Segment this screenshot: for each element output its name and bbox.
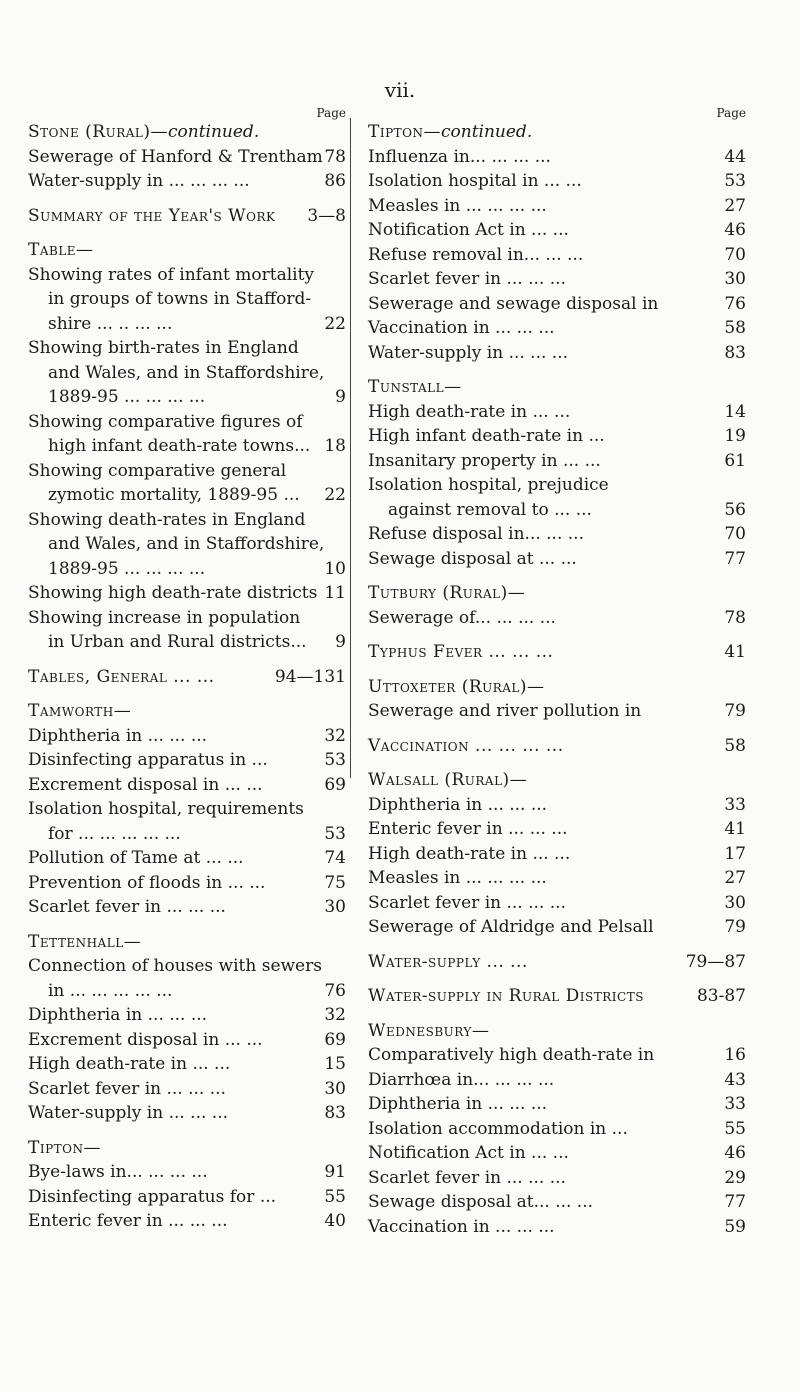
page-ref: 3—8 (307, 205, 346, 226)
page-ref: 43 (724, 1069, 746, 1090)
entry-text: Tipton— (368, 122, 441, 142)
index-heading (368, 984, 746, 1009)
page-ref: 30 (724, 269, 746, 289)
entry-text: Enteric fever in ... ... ... (28, 1211, 228, 1231)
index-entry (368, 243, 746, 268)
page-ref: 83 (724, 342, 746, 363)
page-ref: 16 (724, 1045, 746, 1065)
entry-text: Showing comparative figures of (28, 411, 303, 432)
entry-text: Disinfecting apparatus in ... (28, 750, 268, 770)
index-heading (28, 238, 346, 263)
index-entry (368, 267, 746, 292)
index-entry (28, 954, 346, 979)
entry-text: Scarlet fever in ... ... ... (368, 892, 566, 913)
entry-text: Enteric fever in ... ... ... (368, 819, 568, 839)
page-ref: 9 (335, 387, 346, 407)
index-heading (368, 734, 746, 759)
index-entry (368, 1166, 746, 1191)
index-entry (368, 194, 746, 219)
page-ref: 55 (724, 1118, 746, 1139)
index-entry (28, 1185, 346, 1210)
entry-text: and Wales, and in Staffordshire, (48, 534, 325, 554)
entry-text: Showing comparative general (28, 460, 287, 481)
entry-text: Tipton— (28, 1137, 101, 1158)
entry-text: Isolation hospital, requirements (28, 799, 304, 819)
index-heading (368, 120, 746, 145)
index-heading (368, 675, 746, 700)
entry-text: in ... ... ... ... ... (48, 980, 173, 1001)
index-heading (368, 640, 746, 665)
page-ref: 94—131 (274, 666, 346, 687)
entry-text: Showing birth-rates in England (28, 338, 299, 358)
page-ref: 29 (724, 1167, 746, 1188)
index-entry (28, 361, 346, 386)
entry-text: zymotic mortality, 1889-95 ... (48, 485, 300, 505)
entry-text: Comparatively high death-rate in (368, 1045, 655, 1065)
entry-text: Disinfecting apparatus for ... (28, 1186, 277, 1207)
entry-text: Water-supply ... ... (368, 951, 528, 972)
index-entry (28, 169, 346, 194)
entry-text: Bye-laws in... ... ... ... (28, 1162, 208, 1182)
page-ref: 58 (724, 318, 746, 338)
index-entry (368, 449, 746, 474)
page-ref: 83 (324, 1103, 346, 1123)
index-entry (28, 312, 346, 337)
index-entry (28, 434, 346, 459)
index-entry (368, 218, 746, 243)
index-entry (28, 748, 346, 773)
entry-text: Water-supply in ... ... ... (368, 342, 569, 363)
entry-text: Water-supply in ... ... ... ... (28, 171, 250, 191)
index-entry (28, 410, 346, 435)
entry-text: Tables, General ... ... (28, 666, 215, 687)
page-ref: 40 (324, 1211, 346, 1231)
entry-text: in Urban and Rural districts... (48, 632, 307, 652)
index-entry (28, 871, 346, 896)
page-ref: 58 (724, 735, 746, 756)
entry-text: Tunstall— (368, 377, 462, 397)
index-entry (28, 1209, 346, 1234)
entry-text: Water-supply in ... ... ... (28, 1103, 229, 1123)
page-ref: 11 (324, 583, 346, 603)
entry-text: Scarlet fever in ... ... ... (28, 1078, 226, 1099)
page-ref: 17 (724, 843, 746, 864)
continued-label: continued. (441, 122, 533, 142)
entry-text: for ... ... ... ... ... (48, 823, 181, 844)
entry-text: Diarrhœa in... ... ... ... (368, 1069, 555, 1090)
page-ref: 46 (724, 1143, 746, 1163)
index-entry (368, 341, 746, 366)
entry-text: Measles in ... ... ... ... (368, 868, 547, 888)
entry-text: Stone (Rural)— (28, 122, 168, 142)
page-ref: 91 (324, 1162, 346, 1182)
page-ref: 79 (724, 917, 746, 937)
page-ref: 53 (324, 750, 346, 770)
page-ref: 69 (324, 774, 346, 795)
page-ref: 33 (724, 1094, 746, 1114)
page-ref: 56 (724, 499, 746, 520)
page-column-label: Page (716, 106, 746, 120)
entry-text: Wednesbury— (368, 1020, 490, 1041)
entry-text: high infant death-rate towns... (48, 436, 311, 456)
page-ref: 22 (324, 313, 346, 334)
entry-text: High death-rate in ... ... (28, 1054, 231, 1074)
index-entry (368, 915, 746, 940)
index-entry (368, 145, 746, 170)
index-entry (28, 385, 346, 410)
entry-text: Vaccination in ... ... ... (368, 1216, 555, 1237)
entry-text: Showing rates of infant mortality (28, 264, 315, 285)
index-heading (368, 950, 746, 975)
entry-text: Refuse removal in... ... ... (368, 244, 584, 265)
index-entry (368, 817, 746, 842)
index-entry (28, 822, 346, 847)
page-ref: 76 (724, 293, 746, 314)
index-heading (28, 665, 346, 690)
page-ref: 79 (724, 701, 746, 721)
entry-text: Notification Act in ... ... (368, 1143, 569, 1163)
page-ref: 30 (724, 892, 746, 913)
index-entry (28, 895, 346, 920)
page-ref: 61 (724, 450, 746, 471)
entry-text: Notification Act in ... ... (368, 220, 569, 240)
entry-text: Diphtheria in ... ... ... (368, 1094, 548, 1114)
page-ref: 27 (724, 868, 746, 888)
index-entry (28, 1028, 346, 1053)
entry-text: Sewage disposal at ... ... (368, 548, 577, 569)
entry-text: Tettenhall— (28, 931, 142, 952)
entry-text: Walsall (Rural)— (368, 770, 528, 790)
entry-text: High death-rate in ... ... (368, 843, 571, 864)
index-entry (368, 400, 746, 425)
index-entry (368, 1043, 746, 1068)
index-entry (28, 724, 346, 749)
entry-text: Measles in ... ... ... ... (368, 195, 547, 216)
column-divider (350, 118, 351, 778)
index-entry (368, 424, 746, 449)
index-entry (368, 316, 746, 341)
index-entry (368, 793, 746, 818)
index-entry (368, 699, 746, 724)
index-entry (368, 866, 746, 891)
index-entry (368, 1190, 746, 1215)
index-heading (368, 768, 746, 793)
index-entry (368, 606, 746, 631)
index-heading (28, 1136, 346, 1161)
entry-text: Isolation accommodation in ... (368, 1118, 628, 1139)
page-ref: 30 (324, 1078, 346, 1099)
index-entry (28, 508, 346, 533)
entry-text: Influenza in... ... ... ... (368, 146, 551, 167)
index-entry (368, 1092, 746, 1117)
page-ref: 75 (324, 872, 346, 893)
entry-text: Isolation hospital, prejudice (368, 475, 609, 495)
index-heading (368, 375, 746, 400)
entry-text: Sewerage and river pollution in (368, 701, 642, 721)
index-heading (368, 581, 746, 606)
page-ref: 70 (724, 244, 746, 265)
page-ref: 15 (324, 1054, 346, 1074)
index-entry (368, 891, 746, 916)
index-entry (368, 498, 746, 523)
entry-text: Prevention of floods in ... ... (28, 872, 266, 893)
entry-text: 1889-95 ... ... ... ... (48, 387, 206, 407)
page-ref: 86 (324, 171, 346, 191)
index-entry (368, 169, 746, 194)
index-entry (28, 581, 346, 606)
page-ref: 79—87 (685, 951, 746, 972)
entry-text: in groups of towns in Stafford- (48, 289, 312, 309)
index-entry (28, 773, 346, 798)
page-ref: 19 (724, 426, 746, 446)
entry-text: Refuse disposal in... ... ... (368, 524, 584, 544)
page-ref: 77 (724, 1192, 746, 1212)
page-ref: 41 (724, 819, 746, 839)
entry-text: Showing death-rates in England (28, 509, 306, 530)
entry-text: shire ... .. ... ... (48, 313, 173, 334)
entry-text: Scarlet fever in ... ... ... (28, 897, 226, 917)
entry-text: Sewerage of... ... ... ... (368, 607, 556, 628)
page-ref: 69 (324, 1029, 346, 1050)
entry-text: Diphtheria in ... ... ... (28, 1005, 208, 1025)
page-ref: 27 (724, 195, 746, 216)
entry-text: Typhus Fever ... ... ... (368, 642, 554, 662)
page-ref: 53 (724, 171, 746, 191)
entry-text: Scarlet fever in ... ... ... (368, 269, 566, 289)
entry-text: High death-rate in ... ... (368, 401, 571, 422)
index-entry (28, 557, 346, 582)
index-heading (28, 699, 346, 724)
index-entry (28, 979, 346, 1004)
entry-text: Pollution of Tame at ... ... (28, 848, 244, 868)
index-heading (28, 120, 346, 145)
entry-text: Sewerage of Hanford & Trentham (28, 146, 323, 167)
page-ref: 83-87 (696, 986, 746, 1006)
index-entry (368, 522, 746, 547)
entry-text: High infant death-rate in ... (368, 426, 605, 446)
index-entry (28, 336, 346, 361)
index-entry (368, 842, 746, 867)
page-ref: 78 (724, 607, 746, 628)
entry-text: against removal to ... ... (388, 499, 592, 520)
page-ref: 32 (324, 1005, 346, 1025)
entry-text: Excrement disposal in ... ... (28, 774, 263, 795)
index-entry (28, 1077, 346, 1102)
page-column-label: Page (316, 106, 346, 120)
entry-text: Vaccination ... ... ... ... (368, 735, 564, 756)
page-ref: 30 (324, 897, 346, 917)
index-entry (28, 1003, 346, 1028)
index-entry (368, 292, 746, 317)
entry-text: Tamworth— (28, 701, 132, 721)
entry-text: and Wales, and in Staffordshire, (48, 362, 325, 383)
entry-text: 1889-95 ... ... ... ... (48, 558, 206, 579)
index-entry (28, 630, 346, 655)
entry-text: Isolation hospital in ... ... (368, 171, 582, 191)
index-entry (368, 1141, 746, 1166)
index-heading (28, 930, 346, 955)
page-ref: 18 (324, 436, 346, 456)
page-ref: 32 (324, 725, 346, 746)
index-entry (28, 606, 346, 631)
page-ref: 74 (324, 848, 346, 868)
index-entry (28, 1101, 346, 1126)
entry-text: Insanitary property in ... ... (368, 450, 601, 471)
index-entry (28, 287, 346, 312)
index-column-right (368, 106, 746, 1239)
page-ref: 78 (324, 146, 346, 167)
entry-text: Tutbury (Rural)— (368, 583, 526, 603)
index-entry (368, 1215, 746, 1240)
entry-text: Excrement disposal in ... ... (28, 1029, 263, 1050)
page-ref: 33 (724, 794, 746, 815)
index-entry (368, 473, 746, 498)
index-entry (28, 532, 346, 557)
page-ref: 22 (324, 485, 346, 505)
entry-text: Water-supply in Rural Districts (368, 986, 644, 1006)
page-ref: 53 (324, 823, 346, 844)
index-entry (28, 459, 346, 484)
entry-text: Sewerage and sewage disposal in (368, 293, 659, 314)
page-ref: 46 (724, 220, 746, 240)
continued-label: continued. (168, 122, 260, 142)
page-ref: 59 (724, 1216, 746, 1237)
entry-text: Scarlet fever in ... ... ... (368, 1167, 566, 1188)
index-entry (28, 1052, 346, 1077)
index-entry (28, 797, 346, 822)
entry-text: Summary of the Year's Work (28, 205, 276, 226)
index-entry (368, 1117, 746, 1142)
page-ref: 10 (324, 558, 346, 579)
entry-text: Vaccination in ... ... ... (368, 318, 555, 338)
index-entry (28, 846, 346, 871)
index-entry (368, 1068, 746, 1093)
entry-text: Showing high death-rate districts (28, 583, 318, 603)
page-number: vii. (384, 78, 416, 102)
index-entry (28, 1160, 346, 1185)
page-ref: 44 (724, 146, 746, 167)
entry-text: Connection of houses with sewers (28, 956, 322, 976)
entry-text: Table— (28, 240, 94, 260)
index-entry (28, 263, 346, 288)
entry-text: Uttoxeter (Rural)— (368, 676, 545, 697)
entry-text: Showing increase in population (28, 607, 301, 628)
page-ref: 55 (324, 1186, 346, 1207)
entry-text: Diphtheria in ... ... ... (368, 794, 548, 815)
index-heading (368, 1019, 746, 1044)
index-entry (28, 145, 346, 170)
page-ref: 77 (724, 548, 746, 569)
entry-text: Sewerage of Aldridge and Pelsall (368, 917, 654, 937)
page-ref: 70 (724, 524, 746, 544)
index-entry (368, 547, 746, 572)
index-heading (28, 204, 346, 229)
index-entry (28, 483, 346, 508)
entry-text: Diphtheria in ... ... ... (28, 725, 208, 746)
entry-text: Sewage disposal at... ... ... (368, 1192, 594, 1212)
page-ref: 9 (335, 632, 346, 652)
page-ref: 41 (724, 642, 746, 662)
page-ref: 14 (724, 401, 746, 422)
page-ref: 76 (324, 980, 346, 1001)
index-column-left (28, 106, 346, 1234)
